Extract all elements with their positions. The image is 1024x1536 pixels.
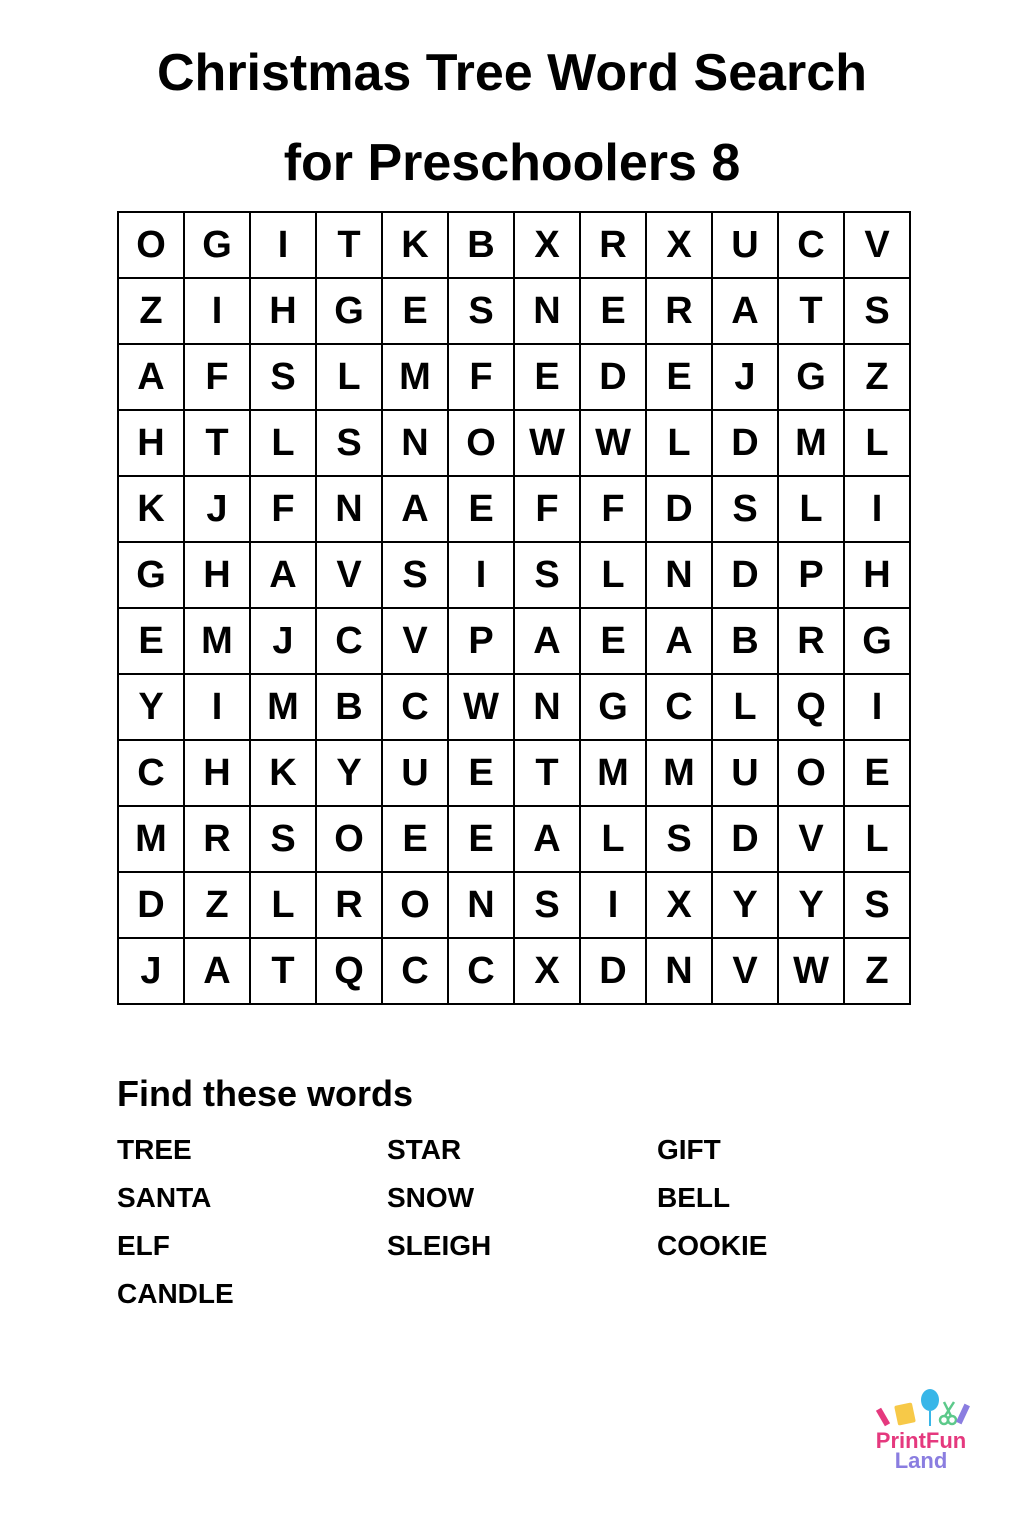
- word-list-heading: Find these words: [117, 1073, 414, 1114]
- grid-cell: R: [646, 278, 712, 344]
- grid-cell: T: [316, 212, 382, 278]
- grid-cell: S: [514, 542, 580, 608]
- grid-cell: H: [184, 542, 250, 608]
- grid-cell: A: [250, 542, 316, 608]
- grid-cell: I: [448, 542, 514, 608]
- grid-cell: L: [778, 476, 844, 542]
- grid-cell: E: [118, 608, 184, 674]
- grid-cell: L: [580, 542, 646, 608]
- word-search-grid: [117, 211, 911, 1005]
- grid-row: [118, 476, 910, 542]
- grid-cell: A: [514, 806, 580, 872]
- grid-cell: E: [844, 740, 910, 806]
- grid-cell: P: [448, 608, 514, 674]
- grid-cell: C: [382, 938, 448, 1004]
- grid-cell: M: [778, 410, 844, 476]
- grid-cell: L: [844, 806, 910, 872]
- grid-cell: F: [448, 344, 514, 410]
- grid-cell: H: [844, 542, 910, 608]
- grid-cell: V: [712, 938, 778, 1004]
- grid-row: [118, 212, 910, 278]
- grid-cell: L: [250, 410, 316, 476]
- grid-cell: D: [118, 872, 184, 938]
- grid-cell: S: [514, 872, 580, 938]
- grid-cell: C: [382, 674, 448, 740]
- grid-cell: V: [778, 806, 844, 872]
- grid-cell: A: [712, 278, 778, 344]
- grid-cell: O: [316, 806, 382, 872]
- word-list-item: SLEIGH: [387, 1230, 492, 1261]
- grid-cell: F: [580, 476, 646, 542]
- grid-cell: U: [712, 212, 778, 278]
- grid-cell: S: [448, 278, 514, 344]
- grid-cell: H: [250, 278, 316, 344]
- grid-cell: D: [712, 806, 778, 872]
- grid-cell: L: [250, 872, 316, 938]
- grid-cell: T: [250, 938, 316, 1004]
- logo-text-line-2: Land: [894, 1448, 948, 1473]
- grid-cell: B: [712, 608, 778, 674]
- grid-cell: O: [118, 212, 184, 278]
- grid-cell: E: [448, 806, 514, 872]
- grid-cell: K: [118, 476, 184, 542]
- grid-cell: O: [778, 740, 844, 806]
- grid-cell: S: [712, 476, 778, 542]
- grid-cell: E: [514, 344, 580, 410]
- word-list-item: ELF: [117, 1230, 170, 1261]
- grid-cell: G: [184, 212, 250, 278]
- grid-cell: P: [778, 542, 844, 608]
- grid-cell: I: [844, 476, 910, 542]
- grid-cell: G: [844, 608, 910, 674]
- grid-row: [118, 872, 910, 938]
- grid-cell: X: [514, 212, 580, 278]
- grid-cell: X: [514, 938, 580, 1004]
- grid-cell: N: [646, 938, 712, 1004]
- grid-cell: J: [712, 344, 778, 410]
- word-list: [117, 1128, 917, 1320]
- grid-cell: S: [250, 344, 316, 410]
- grid-cell: E: [382, 806, 448, 872]
- grid-cell: J: [118, 938, 184, 1004]
- grid-cell: G: [118, 542, 184, 608]
- grid-cell: L: [646, 410, 712, 476]
- grid-cell: V: [844, 212, 910, 278]
- grid-cell: S: [382, 542, 448, 608]
- grid-cell: U: [382, 740, 448, 806]
- grid-cell: S: [844, 278, 910, 344]
- grid-cell: Y: [778, 872, 844, 938]
- grid-cell: D: [712, 542, 778, 608]
- word-list-item: SNOW: [387, 1182, 475, 1213]
- grid-cell: A: [382, 476, 448, 542]
- grid-cell: X: [646, 872, 712, 938]
- grid-row: [118, 344, 910, 410]
- grid-cell: C: [448, 938, 514, 1004]
- grid-cell: Q: [778, 674, 844, 740]
- word-list-item: GIFT: [657, 1134, 721, 1165]
- grid-cell: F: [250, 476, 316, 542]
- grid-cell: S: [646, 806, 712, 872]
- word-list-item: COOKIE: [657, 1230, 768, 1261]
- grid-cell: D: [580, 344, 646, 410]
- grid-cell: E: [580, 608, 646, 674]
- grid-cell: L: [844, 410, 910, 476]
- grid-cell: Y: [118, 674, 184, 740]
- grid-cell: N: [382, 410, 448, 476]
- grid-cell: C: [646, 674, 712, 740]
- grid-cell: M: [382, 344, 448, 410]
- grid-cell: G: [580, 674, 646, 740]
- grid-cell: G: [778, 344, 844, 410]
- grid-row: [118, 410, 910, 476]
- grid-cell: F: [184, 344, 250, 410]
- grid-cell: X: [646, 212, 712, 278]
- grid-cell: N: [646, 542, 712, 608]
- grid-cell: G: [316, 278, 382, 344]
- grid-cell: J: [184, 476, 250, 542]
- grid-cell: T: [514, 740, 580, 806]
- logo-text-line-1: PrintFun: [875, 1428, 967, 1453]
- grid-row: [118, 806, 910, 872]
- grid-cell: I: [184, 674, 250, 740]
- grid-cell: Z: [184, 872, 250, 938]
- grid-cell: C: [778, 212, 844, 278]
- pencil-icon: [876, 1408, 890, 1427]
- word-list-item: TREE: [117, 1134, 192, 1165]
- grid-cell: A: [118, 344, 184, 410]
- grid-cell: B: [316, 674, 382, 740]
- grid-cell: Q: [316, 938, 382, 1004]
- grid-row: [118, 542, 910, 608]
- grid-cell: K: [250, 740, 316, 806]
- word-list-item: STAR: [387, 1134, 462, 1165]
- grid-cell: I: [580, 872, 646, 938]
- grid-cell: W: [778, 938, 844, 1004]
- grid-cell: R: [316, 872, 382, 938]
- grid-cell: I: [844, 674, 910, 740]
- grid-cell: E: [646, 344, 712, 410]
- grid-cell: E: [448, 476, 514, 542]
- grid-cell: I: [250, 212, 316, 278]
- grid-cell: M: [118, 806, 184, 872]
- grid-cell: V: [382, 608, 448, 674]
- word-list-item: BELL: [657, 1182, 731, 1213]
- scissors-icon: [940, 1402, 956, 1424]
- page-title: Christmas Tree Word Search: [157, 44, 867, 102]
- grid-cell: M: [580, 740, 646, 806]
- grid-cell: S: [250, 806, 316, 872]
- grid-cell: A: [184, 938, 250, 1004]
- grid-cell: Y: [712, 872, 778, 938]
- grid-cell: O: [448, 410, 514, 476]
- grid-cell: H: [184, 740, 250, 806]
- grid-cell: A: [514, 608, 580, 674]
- grid-row: [118, 740, 910, 806]
- grid-cell: L: [316, 344, 382, 410]
- grid-cell: R: [778, 608, 844, 674]
- grid-cell: R: [580, 212, 646, 278]
- grid-cell: W: [514, 410, 580, 476]
- grid-cell: N: [514, 278, 580, 344]
- grid-row: [118, 278, 910, 344]
- grid-cell: M: [184, 608, 250, 674]
- grid-cell: S: [844, 872, 910, 938]
- grid-cell: A: [646, 608, 712, 674]
- grid-cell: E: [382, 278, 448, 344]
- book-icon: [894, 1402, 916, 1425]
- printfunland-logo: [866, 1388, 976, 1478]
- grid-cell: E: [448, 740, 514, 806]
- grid-cell: L: [580, 806, 646, 872]
- word-list-item: CANDLE: [117, 1278, 234, 1309]
- grid-cell: F: [514, 476, 580, 542]
- grid-cell: H: [118, 410, 184, 476]
- crayon-icon: [956, 1404, 970, 1425]
- grid-cell: R: [184, 806, 250, 872]
- grid-cell: C: [118, 740, 184, 806]
- grid-cell: N: [514, 674, 580, 740]
- grid-row: [118, 938, 910, 1004]
- grid-cell: Z: [844, 938, 910, 1004]
- grid-cell: M: [250, 674, 316, 740]
- grid-cell: D: [712, 410, 778, 476]
- grid-cell: N: [448, 872, 514, 938]
- page-subtitle: for Preschoolers 8: [283, 134, 741, 192]
- grid-cell: M: [646, 740, 712, 806]
- grid-cell: L: [712, 674, 778, 740]
- logo-icons: [874, 1388, 970, 1430]
- grid-cell: C: [316, 608, 382, 674]
- grid-cell: I: [184, 278, 250, 344]
- grid-cell: V: [316, 542, 382, 608]
- grid-row: [118, 674, 910, 740]
- grid-cell: T: [184, 410, 250, 476]
- grid-cell: W: [448, 674, 514, 740]
- grid-cell: U: [712, 740, 778, 806]
- balloon-icon: [921, 1389, 939, 1426]
- grid-cell: N: [316, 476, 382, 542]
- grid-cell: E: [580, 278, 646, 344]
- grid-cell: S: [316, 410, 382, 476]
- grid-cell: T: [778, 278, 844, 344]
- word-list-item: SANTA: [117, 1182, 212, 1213]
- grid-cell: Z: [844, 344, 910, 410]
- grid-cell: Y: [316, 740, 382, 806]
- grid-cell: Z: [118, 278, 184, 344]
- grid-cell: W: [580, 410, 646, 476]
- grid-cell: O: [382, 872, 448, 938]
- grid-cell: K: [382, 212, 448, 278]
- grid-row: [118, 608, 910, 674]
- grid-cell: D: [646, 476, 712, 542]
- grid-cell: J: [250, 608, 316, 674]
- grid-cell: B: [448, 212, 514, 278]
- grid-cell: D: [580, 938, 646, 1004]
